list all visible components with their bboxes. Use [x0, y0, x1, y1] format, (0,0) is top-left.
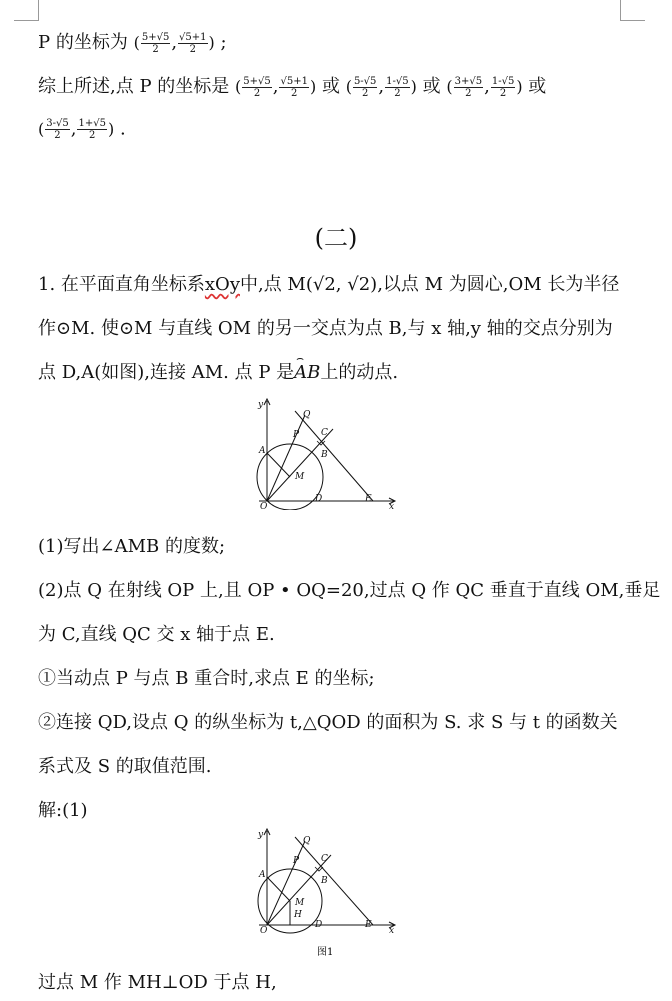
svg-text:P: P	[293, 856, 300, 866]
question-2-part-2-cont: 系式及 S 的取值范围.	[38, 756, 212, 777]
line-om	[267, 429, 333, 501]
geometry-figure-1	[255, 395, 400, 510]
text-line-3: ( $\frac{3-√5}{2}$ , $\frac{1+√5}{2}$ ) .	[38, 118, 126, 141]
fraction: $\frac{√5+1}{2}$	[179, 31, 207, 55]
problem-line-1: 1. 在平面直角坐标系xOy中,点 M(√2, √2),以点 M 为圆心,OM 长为半径	[38, 274, 620, 295]
svg-text:A: A	[259, 446, 266, 456]
svg-text:Q: Q	[303, 836, 311, 846]
fraction: $\frac{5+√5}{2}$	[243, 75, 271, 99]
problem-line-3: 点 D,A(如图),连接 AM. 点 P 是⌢ AB上的动点.	[38, 358, 398, 384]
solution-line-1: 过点 M 作 MH⊥OD 于点 H,	[38, 972, 277, 993]
fraction: $\frac{5+√5}{2}$	[141, 31, 170, 55]
question-1: (1)写出∠AMB 的度数;	[38, 536, 226, 557]
fraction: $\frac{1+√5}{2}$	[78, 118, 106, 141]
svg-text:D: D	[315, 920, 323, 930]
svg-text:E: E	[365, 494, 372, 504]
page-corner-mark	[14, 0, 39, 21]
svg-text:Q: Q	[303, 410, 311, 420]
svg-text:B: B	[321, 876, 328, 886]
ray-oq	[267, 415, 305, 501]
svg-text:P: P	[293, 430, 300, 440]
svg-text:M: M	[295, 898, 305, 908]
fraction: $\frac{5-√5}{2}$	[353, 75, 377, 99]
geometry-figure-2	[255, 825, 400, 965]
question-2-part-2: ②连接 QD,设点 Q 的纵坐标为 t,△QOD 的面积为 S. 求 S 与 t 的函数关	[38, 712, 618, 733]
svg-text:O: O	[260, 926, 268, 936]
svg-text:x: x	[389, 502, 395, 510]
text-line-1: P 的坐标为 ( $\frac{5+√5}{2}$ , $\frac{√5+1}{2}$ ) ;	[38, 31, 227, 55]
fraction: $\frac{3+√5}{2}$	[454, 75, 483, 99]
svg-text:D: D	[315, 494, 323, 504]
fraction: $\frac{√5+1}{2}$	[280, 75, 308, 99]
svg-text:A: A	[259, 870, 266, 880]
svg-text:E: E	[365, 920, 372, 930]
arc-ab: ⌢ AB	[294, 362, 320, 383]
question-2-part-1: ①当动点 P 与点 B 重合时,求点 E 的坐标;	[38, 668, 375, 689]
svg-text:M: M	[295, 472, 305, 482]
svg-text:y: y	[258, 400, 264, 410]
question-2-cont: 为 C,直线 QC 交 x 轴于点 E.	[38, 624, 275, 645]
fraction: $\frac{1-√5}{2}$	[386, 75, 409, 99]
question-2: (2)点 Q 在射线 OP 上,且 OP • OQ=20,过点 Q 作 QC 垂直于直线 OM,垂足	[38, 580, 661, 601]
problem-line-2: 作⊙M. 使⊙M 与直线 OM 的另一交点为点 B,与 x 轴,y 轴的交点分别为	[38, 318, 613, 339]
svg-text:H: H	[294, 910, 302, 920]
svg-text:x: x	[389, 926, 395, 936]
section-title: (二)	[314, 224, 358, 252]
fraction: $\frac{1-√5}{2}$	[491, 75, 515, 99]
svg-text:B: B	[321, 450, 328, 460]
solution-label: 解:(1)	[38, 800, 88, 821]
fraction: $\frac{3-√5}{2}$	[46, 118, 69, 141]
svg-text:y: y	[258, 830, 264, 840]
line-qe	[295, 411, 373, 501]
svg-text:C: C	[321, 428, 328, 438]
svg-text:C: C	[321, 854, 328, 864]
text-line-2: 综上所述,点 P 的坐标是 ( $\frac{5+√5}{2}$ , $\frac{√5+1}{2}$ ) 或 ( $\frac{5-√5}{2}$ , $\frac{1-√5}{2}$ ) 或 ( $\frac{3+√5}{2}$ , $\frac{1-√5}{2}$ ) 或	[38, 75, 547, 99]
svg-text:O: O	[260, 502, 268, 510]
page-corner-mark	[620, 0, 645, 21]
figure-caption: 图1	[317, 947, 334, 958]
